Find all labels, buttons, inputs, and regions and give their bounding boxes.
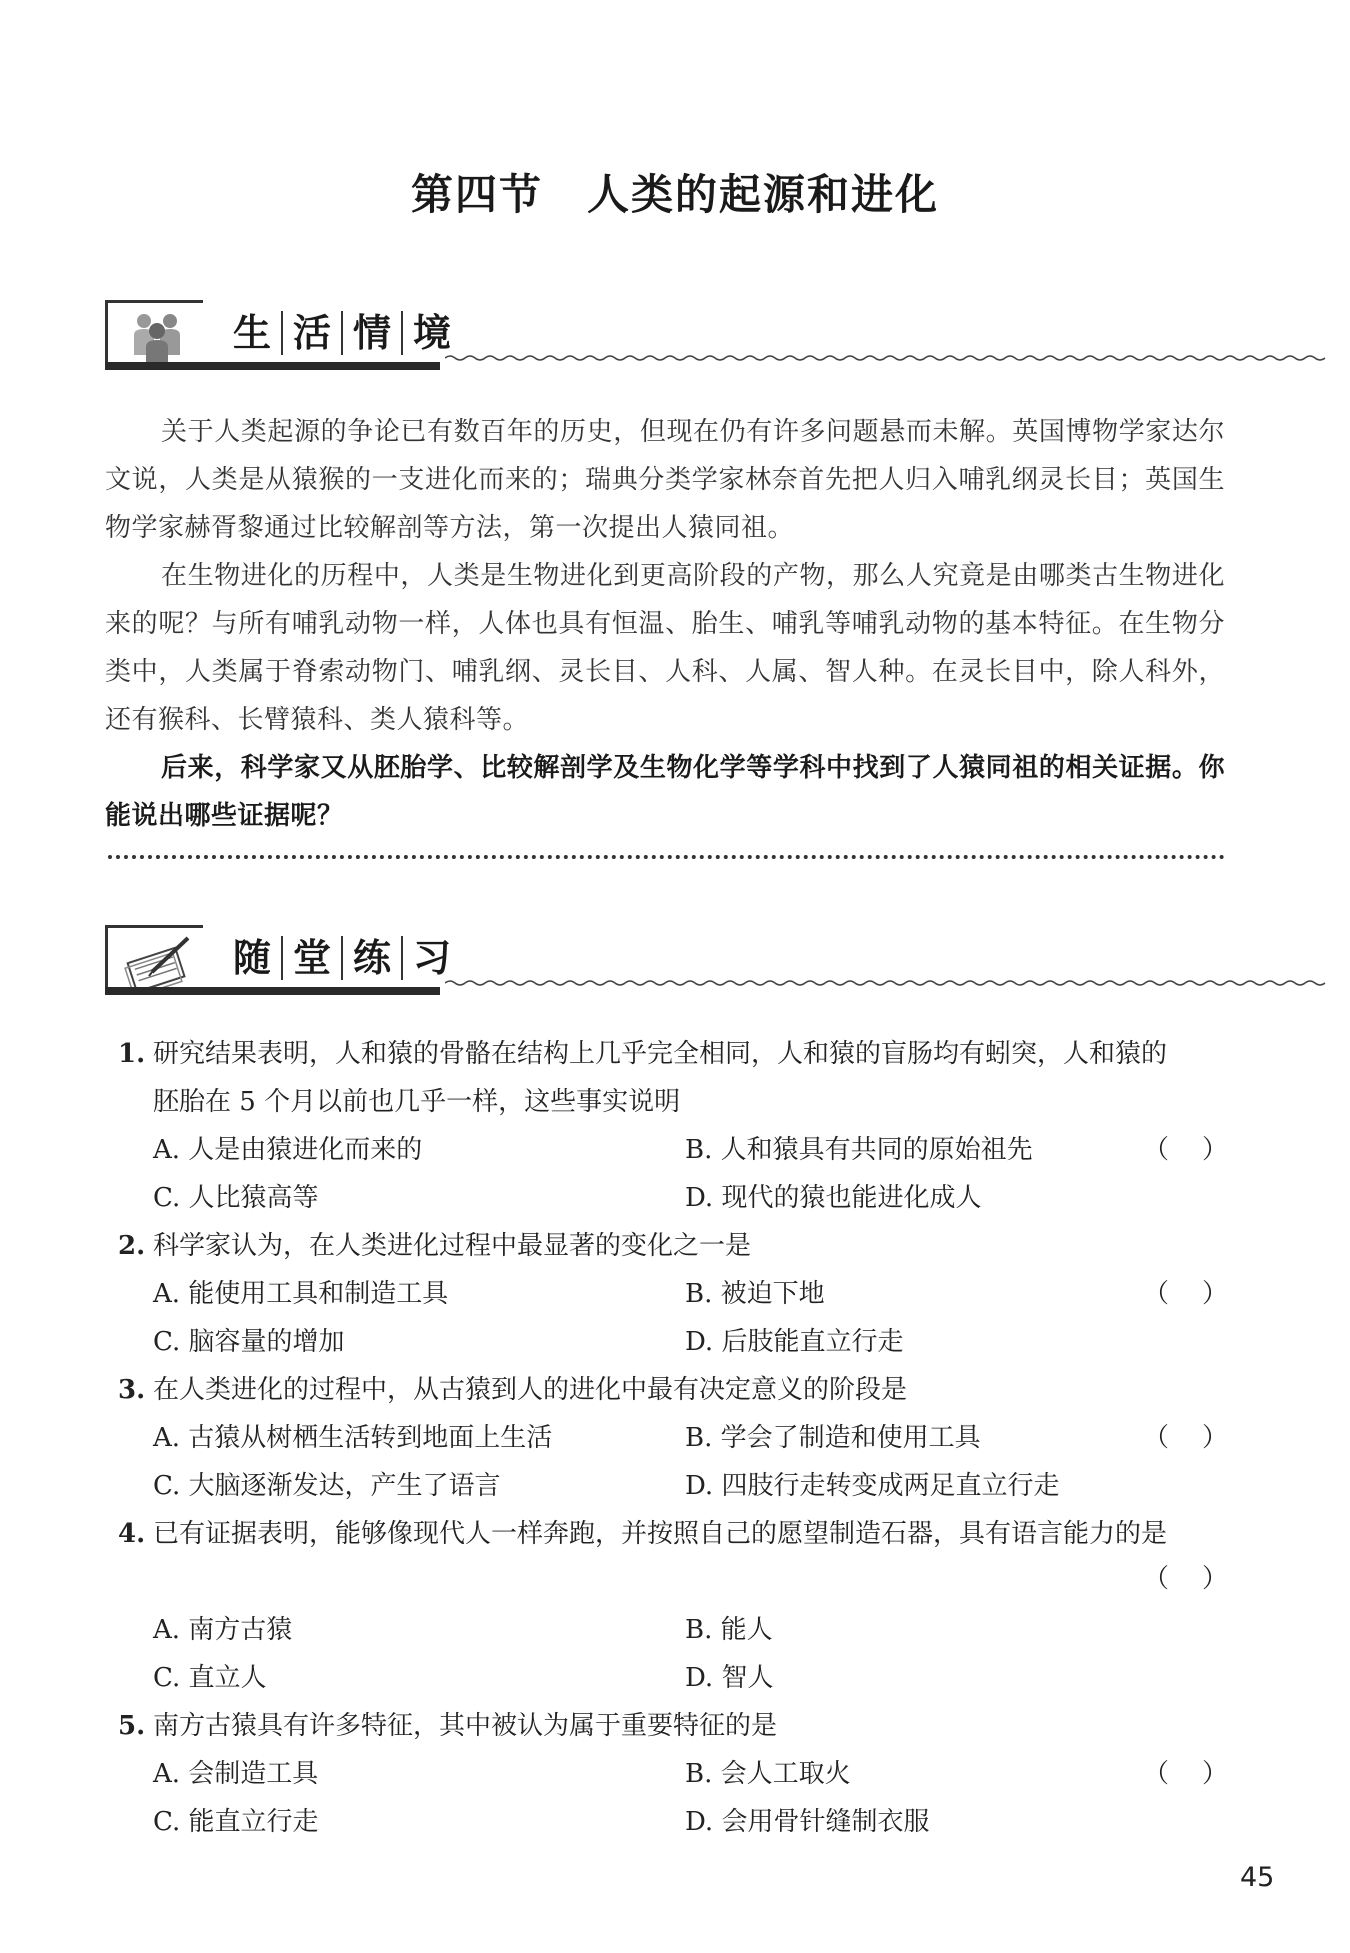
- practice-title: 随 堂 练 习: [223, 931, 461, 985]
- answer-blank[interactable]: （ ）: [1143, 1135, 1228, 1165]
- practice-header: [105, 925, 1225, 995]
- option-b[interactable]: B. 人和猿具有共同的原始祖先: [685, 1135, 1033, 1165]
- option-c[interactable]: C. 脑容量的增加: [153, 1327, 345, 1357]
- question-2: [118, 1222, 1228, 1366]
- option-b[interactable]: B. 学会了制造和使用工具: [685, 1423, 981, 1453]
- page-title: [0, 162, 1350, 222]
- wavy-rule: [445, 352, 1330, 364]
- option-c[interactable]: C. 人比猿高等: [153, 1183, 319, 1213]
- option-d[interactable]: D. 后肢能直立行走: [685, 1327, 904, 1357]
- question-number: 3.: [118, 1375, 146, 1405]
- context-paragraph: 在生物进化的历程中，人类是生物进化到更高阶段的产物，那么人究竟是由哪类古生物进化来的呢？与所有哺乳动物一样，人体也具有恒温、胎生、哺乳等哺乳动物的基本特征。在生物分类中，人类属于脊索动物门、哺乳纲、灵长目、人科、人属、智人种。在灵长目中，除人科外，还有猴科、长臂猿科、类人猿科等。: [105, 561, 1225, 735]
- question-1: [118, 1030, 1228, 1222]
- question-number: 1.: [118, 1039, 146, 1069]
- context-question: 后来，科学家又从胚胎学、比较解剖学及生物化学等学科中找到了人猿同祖的相关证据。你能说出哪些证据呢？: [105, 753, 1225, 831]
- option-d[interactable]: D. 四肢行走转变成两足直立行走: [685, 1471, 1060, 1501]
- question-stem: 研究结果表明，人和猿的骨骼在结构上几乎完全相同，人和猿的盲肠均有蚓突，人和猿的: [153, 1039, 1168, 1069]
- answer-blank[interactable]: （ ）: [1143, 1423, 1228, 1453]
- question-number: 2.: [118, 1231, 146, 1261]
- life-context-title: 生 活 情 境: [223, 306, 461, 360]
- answer-blank[interactable]: （ ）: [1143, 1564, 1228, 1594]
- context-paragraph: 关于人类起源的争论已有数百年的历史，但现在仍有许多问题悬而未解。英国博物学家达尔文说，人类是从猿猴的一支进化而来的；瑞典分类学家林奈首先把人归入哺乳纲灵长目；英国生物学家赫胥黎通过比较解剖等方法，第一次提出人猿同祖。: [105, 417, 1225, 543]
- question-list: [118, 1030, 1228, 1846]
- option-d[interactable]: D. 现代的猿也能进化成人: [685, 1183, 982, 1213]
- answer-blank[interactable]: （ ）: [1143, 1759, 1228, 1789]
- option-b[interactable]: B. 会人工取火: [685, 1759, 851, 1789]
- section-number: 第四节: [410, 170, 543, 219]
- page-number: 45: [1240, 1862, 1275, 1893]
- life-context-header: [105, 300, 1225, 370]
- option-a[interactable]: A. 南方古猿: [153, 1615, 293, 1645]
- section-topic: 人类的起源和进化: [587, 170, 940, 219]
- option-c[interactable]: C. 能直立行走: [153, 1807, 319, 1837]
- option-d[interactable]: D. 会用骨针缝制衣服: [685, 1807, 930, 1837]
- people-icon: [105, 300, 203, 369]
- option-c[interactable]: C. 大脑逐渐发达，产生了语言: [153, 1471, 501, 1501]
- question-number: 4.: [118, 1519, 146, 1549]
- option-a[interactable]: A. 会制造工具: [153, 1759, 319, 1789]
- option-c[interactable]: C. 直立人: [153, 1663, 267, 1693]
- question-5: [118, 1702, 1228, 1846]
- question-stem: 胚胎在 5 个月以前也几乎一样，这些事实说明: [153, 1087, 681, 1117]
- option-a[interactable]: A. 人是由猿进化而来的: [153, 1135, 423, 1165]
- question-4: [118, 1510, 1228, 1702]
- option-a[interactable]: A. 古猿从树栖生活转到地面上生活: [153, 1423, 553, 1453]
- question-stem: 科学家认为，在人类进化过程中最显著的变化之一是: [153, 1231, 752, 1261]
- question-number: 5.: [118, 1711, 146, 1741]
- question-stem: 已有证据表明，能够像现代人一样奔跑，并按照自己的愿望制造石器，具有语言能力的是: [153, 1519, 1168, 1549]
- question-stem: 在人类进化的过程中，从古猿到人的进化中最有决定意义的阶段是: [153, 1375, 908, 1405]
- option-b[interactable]: B. 能人: [685, 1615, 773, 1645]
- option-a[interactable]: A. 能使用工具和制造工具: [153, 1279, 449, 1309]
- answer-blank[interactable]: （ ）: [1143, 1279, 1228, 1309]
- question-stem: 南方古猿具有许多特征，其中被认为属于重要特征的是: [153, 1711, 778, 1741]
- dotted-divider: [108, 855, 1225, 859]
- life-context-text: [105, 408, 1225, 840]
- option-b[interactable]: B. 被迫下地: [685, 1279, 825, 1309]
- wavy-rule: [445, 977, 1330, 989]
- option-d[interactable]: D. 智人: [685, 1663, 774, 1693]
- question-3: [118, 1366, 1228, 1510]
- notebook-pen-icon: [105, 925, 203, 994]
